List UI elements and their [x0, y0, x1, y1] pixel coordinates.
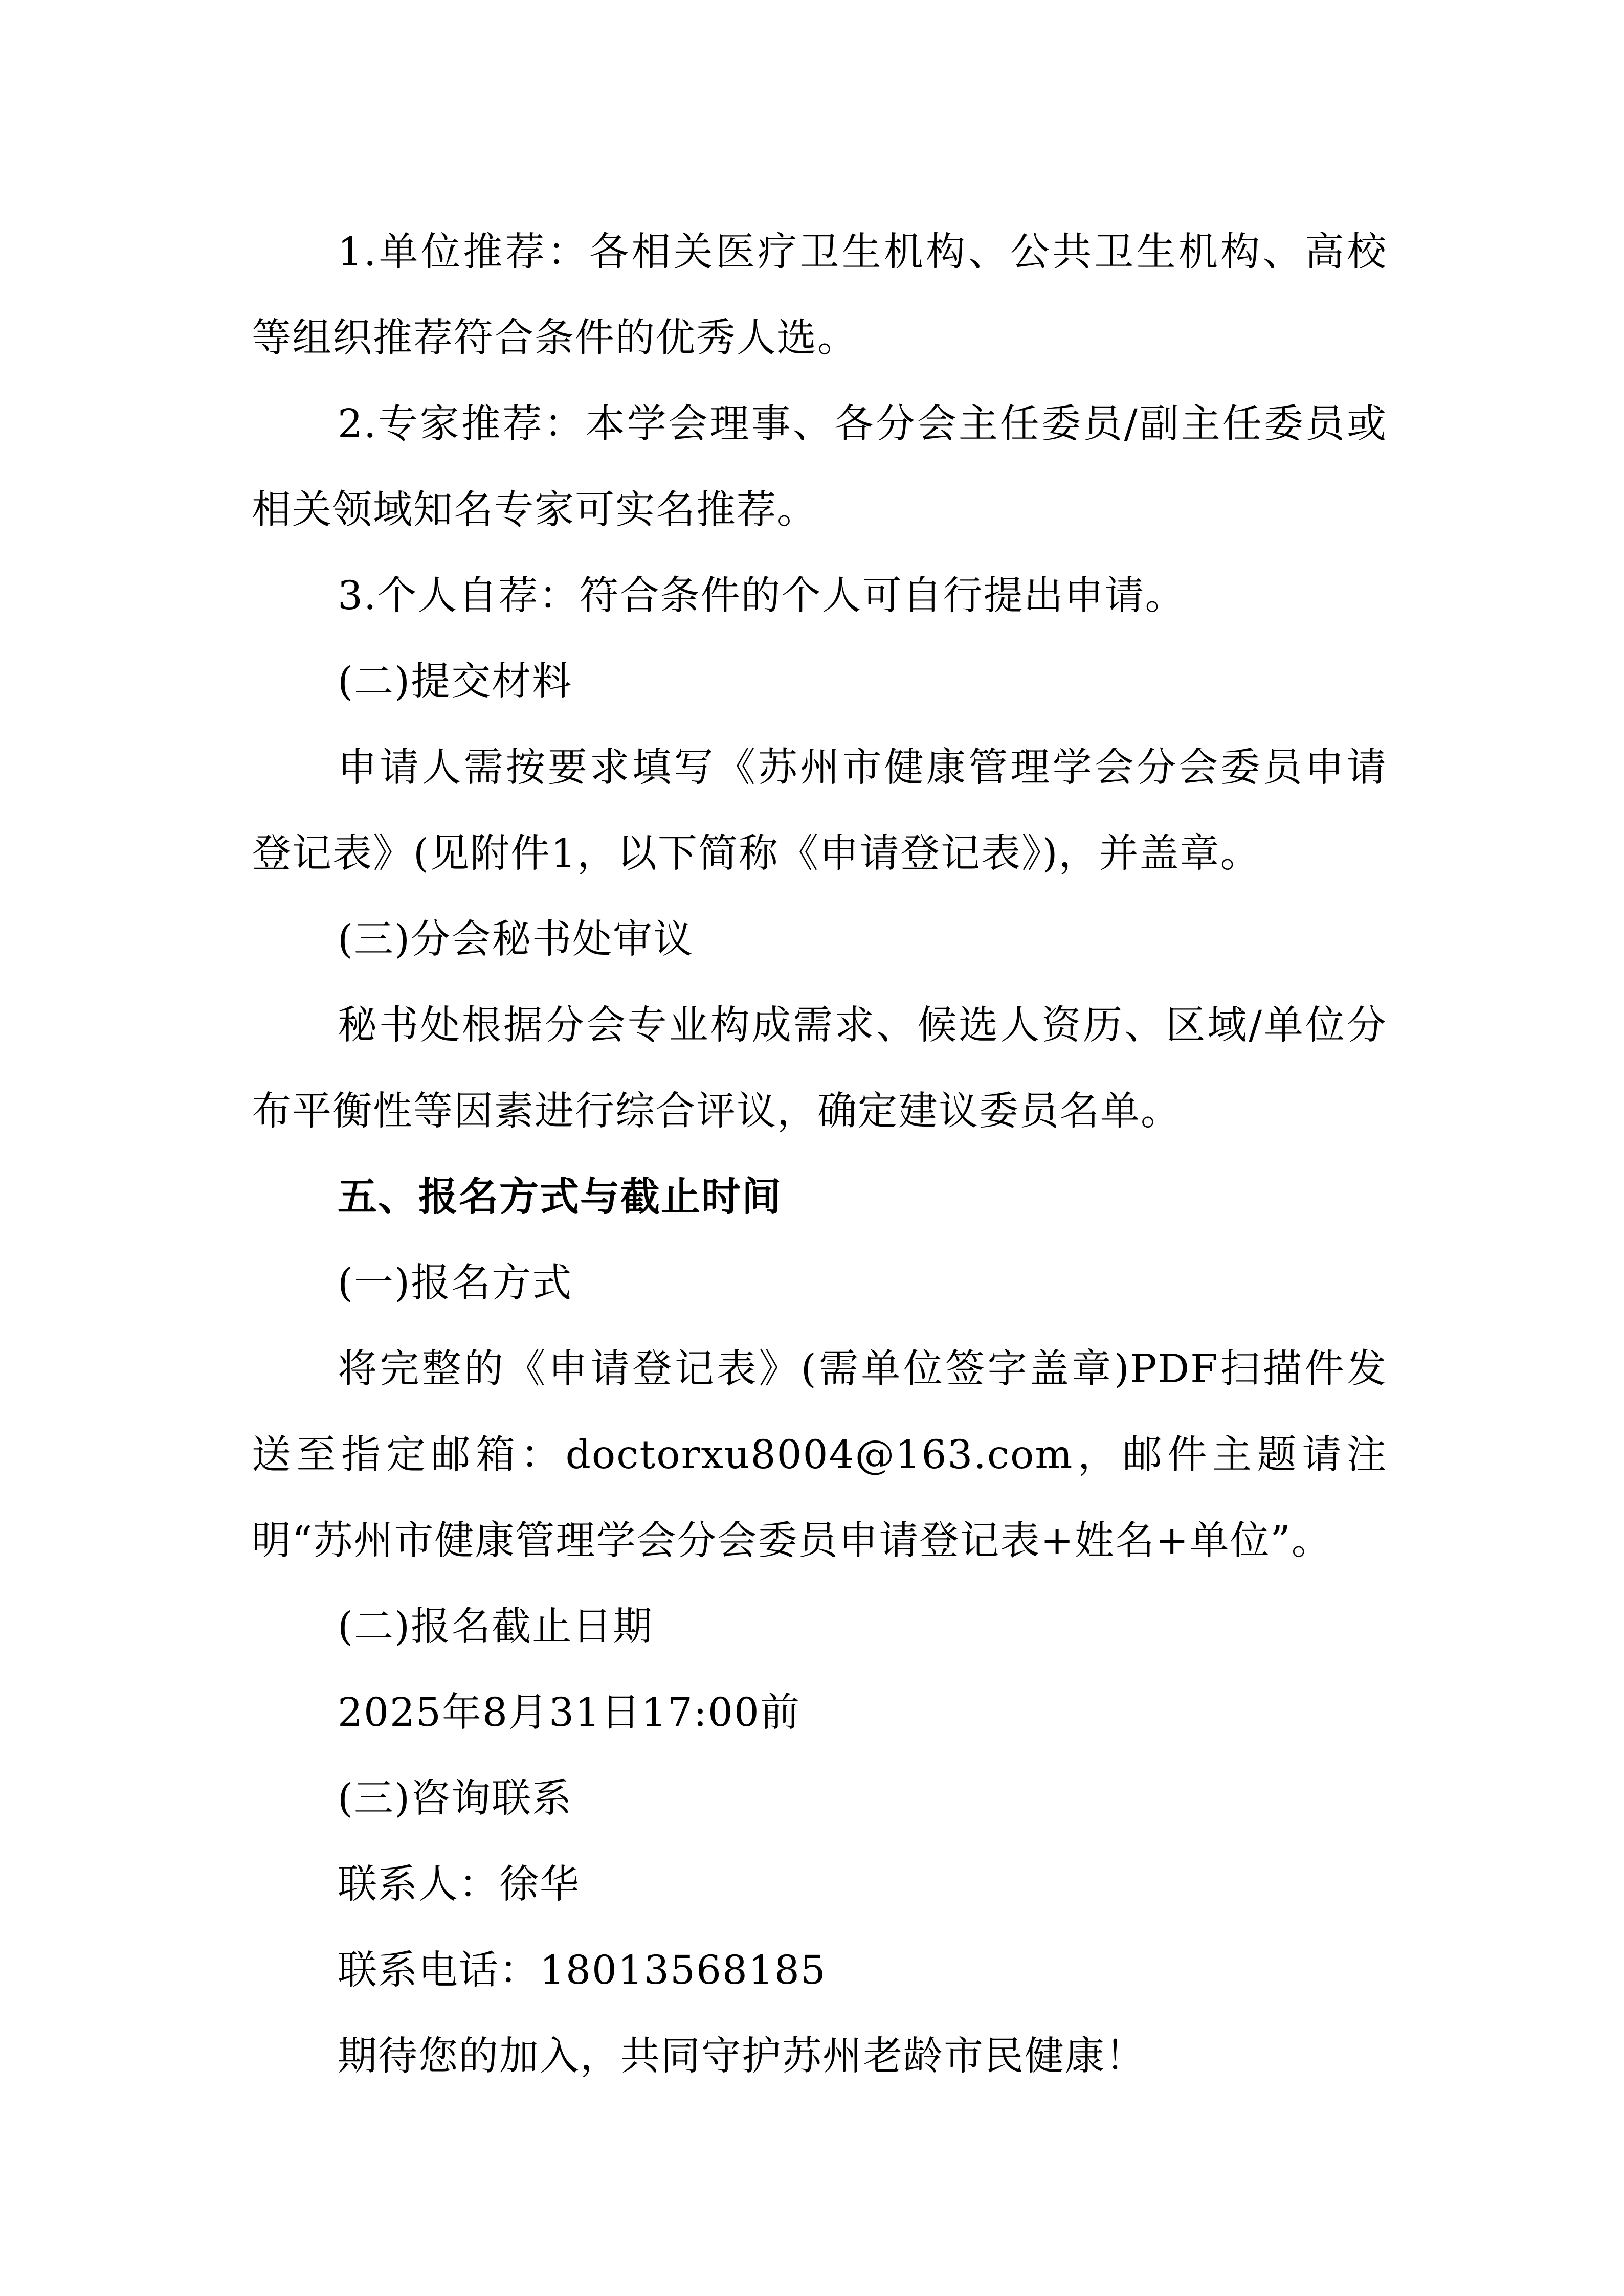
- subheading-registration-method: (一)报名方式: [338, 1260, 573, 1306]
- item-unit-recommend: 1.单位推荐：各相关医疗卫生机构、公共卫生机构、高校等组织推荐符合条件的优秀人选。: [252, 230, 1387, 361]
- subheading-contact: (三)咨询联系: [338, 1776, 573, 1821]
- contact-person: 联系人：徐华: [338, 1862, 580, 1907]
- subheading-review: (三)分会秘书处审议: [338, 917, 694, 962]
- contact-phone: 联系电话：18013568185: [338, 1948, 827, 1993]
- item-expert-recommend: 2.专家推荐：本学会理事、各分会主任委员/副主任委员或相关领域知名专家可实名推荐。: [252, 401, 1387, 533]
- section-heading-registration: 五、报名方式与截止时间: [338, 1175, 782, 1220]
- subheading-submit-materials: (二)提交材料: [338, 659, 573, 705]
- closing-text: 期待您的加入，共同守护苏州老龄市民健康！: [338, 2034, 1146, 2079]
- item-self-recommend: 3.个人自荐：符合条件的个人可自行提出申请。: [338, 573, 1186, 619]
- subheading-deadline: (二)报名截止日期: [338, 1604, 654, 1650]
- document-body: [252, 210, 1387, 2100]
- registration-method-text: 将完整的《申请登记表》(需单位签字盖章)PDF扫描件发送至指定邮箱：doctorxu8004@163.com，邮件主题请注明“苏州市健康管理学会分会委员申请登记表+姓名+单位”。: [252, 1346, 1387, 1564]
- review-text: 秘书处根据分会专业构成需求、候选人资历、区域/单位分布平衡性等因素进行综合评议，确定建议委员名单。: [252, 1003, 1387, 1134]
- deadline-text: 2025年8月31日17:00前: [338, 1690, 800, 1736]
- submit-materials-text: 申请人需按要求填写《苏州市健康管理学会分会委员申请登记表》(见附件1，以下简称《申请登记表》)，并盖章。: [252, 745, 1387, 876]
